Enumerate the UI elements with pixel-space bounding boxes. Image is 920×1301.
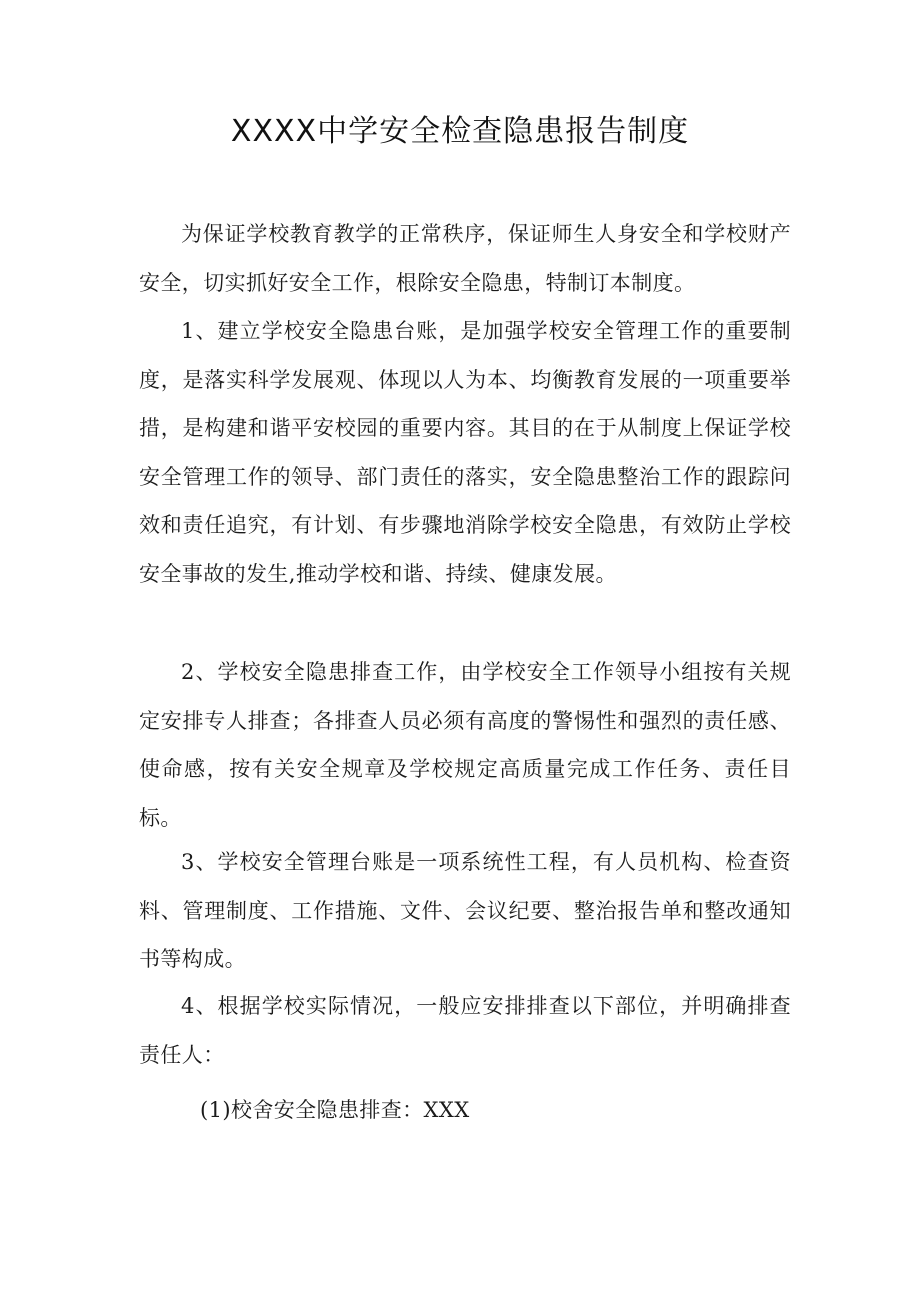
paragraph-4: 4、根据学校实际情况，一般应安排排查以下部位，并明确排查责任人： — [139, 994, 791, 1067]
paragraph-3: 3、学校安全管理台账是一项系统性工程，有人员机构、检查资料、管理制度、工作措施、文件、会议纪要、整治报告单和整改通知书等构成。 — [139, 850, 791, 971]
paragraph-1: 1、建立学校安全隐患台账，是加强学校安全管理工作的重要制度，是落实科学发展观、体现以人为本、均衡教育发展的一项重要举措，是构建和谐平安校园的重要内容。其目的在于从制度上保证学校安全管理工作的领导、部门责任的落实，安全隐患整治工作的跟踪问效和责任追究，有计划、有步骤地消除学校安全隐患，有效防止学校安全事故的发生,推动学校和谐、持续、健康发展。 — [139, 319, 791, 586]
sub-item-1: (1)校舍安全隐患排查：XXX — [200, 1098, 470, 1122]
paragraph-2: 2、学校安全隐患排查工作，由学校安全工作领导小组按有关规定安排专人排查；各排查人员必须有高度的警惕性和强烈的责任感、使命感，按有关安全规章及学校规定高质量完成工作任务、责任目标。 — [139, 660, 791, 830]
paragraph-intro: 为保证学校教育教学的正常秩序，保证师生人身安全和学校财产安全，切实抓好安全工作，根除安全隐患，特制订本制度。 — [139, 222, 791, 295]
document-title: XXXX中学安全检查隐患报告制度 — [230, 114, 690, 149]
